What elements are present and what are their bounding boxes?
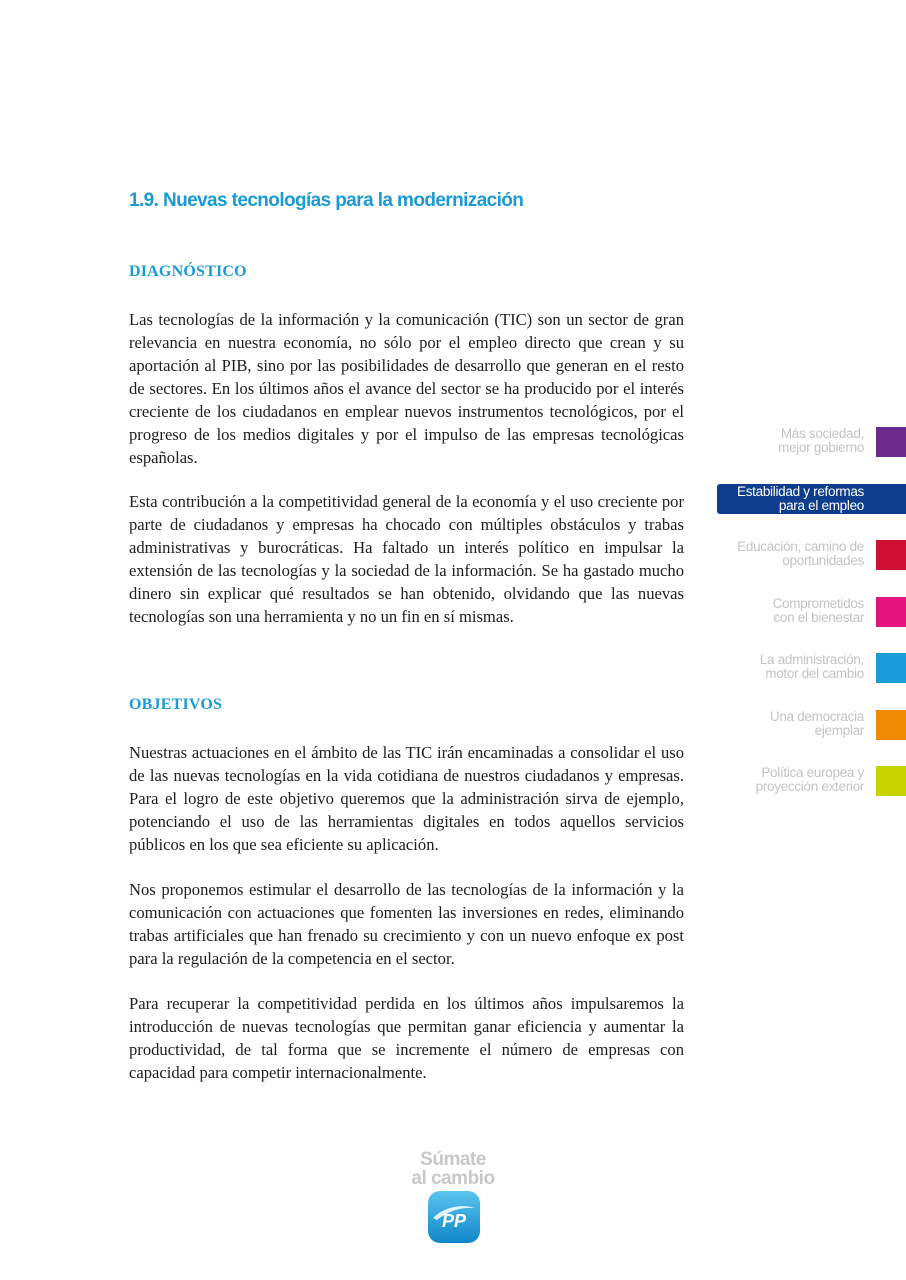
- sidebar-color-swatch: [876, 427, 906, 457]
- diagnostico-paragraph-1: Las tecnologías de la información y la comunicación (TIC) son un sector de gran relevancia en nuestra economía, no sólo por el empleo directo que crean y su aportación al PIB, sino por las posibilidades de desarrollo que generan en el resto de sectores. En los últimos años el avance del sector se ha producido por el interés creciente de los ciudadanos en emplear nuevos instrumentos tecnológicos, por el progreso de los medios digitales y por el impulso de las empresas tecnológicas españolas.: [129, 310, 684, 467]
- diagnostico-paragraph-2: Esta contribución a la competitividad general de la economía y el uso creciente por parte de ciudadanos y empresas ha chocado con múltiples obstáculos y trabas administrativas y burocráticas. Ha faltado un interés político en impulsar la extensión de las tecnologías y la sociedad de la información. Se ha gastado mucho dinero sin explicar qué resultados se han obtenido, olvidando que las nuevas tecnologías son una herramienta y no un fin en sí mismas.: [129, 492, 684, 626]
- sidebar-color-swatch: [876, 710, 906, 740]
- section-title: 1.9. Nuevas tecnologías para la modernización: [129, 190, 524, 211]
- sidebar-color-swatch: [876, 540, 906, 570]
- sidebar-color-swatch: [876, 653, 906, 683]
- sidebar-color-swatch: [876, 766, 906, 796]
- sidebar-item-label: Más sociedad, mejor gobierno: [778, 426, 864, 455]
- sidebar-item-label: Educación, camino de oportunidades: [737, 539, 864, 568]
- sidebar-item-label: Comprometidos con el bienestar: [772, 596, 864, 625]
- sidebar-item-administracion[interactable]: [700, 653, 906, 685]
- objetivos-paragraph-1: Nuestras actuaciones en el ámbito de las TIC irán encaminadas a consolidar el uso de las nuevas tecnologías en la vida cotidiana de nuestros ciudadanos y empresas. Para el logro de este objetivo queremos que la administración sirva de ejemplo, potenciando el uso de las herramientas digitales en todos aquellos servicios públicos en los que sea eficiente su aplicación.: [129, 743, 684, 854]
- pp-logo-text: PP: [441, 1211, 467, 1231]
- diagnostico-heading: DIAGNÓSTICO: [129, 263, 247, 280]
- sidebar-color-swatch: [876, 597, 906, 627]
- objetivos-paragraph-2: Nos proponemos estimular el desarrollo de las tecnologías de la información y la comunicación con actuaciones que fomenten las inversiones en redes, eliminando trabas artificiales que han frenado su crecimiento y con un nuevo enfoque ex post para la regulación de la competencia en el sector.: [129, 880, 684, 968]
- footer-slogan: Súmate al cambio: [411, 1149, 495, 1189]
- sidebar-item-mas-sociedad[interactable]: [700, 427, 906, 459]
- sidebar-item-label: La administración, motor del cambio: [759, 652, 864, 681]
- sidebar-item-label: Política europea y proyección exterior: [755, 765, 864, 794]
- pp-logo-icon: [427, 1190, 481, 1244]
- sidebar-item-label: Estabilidad y reformas para el empleo: [737, 484, 864, 513]
- objetivos-heading: OBJETIVOS: [129, 696, 223, 713]
- objetivos-paragraph-3: Para recuperar la competitividad perdida en los últimos años impulsaremos la introducción de nuevas tecnologías que permitan ganar eficiencia y aumentar la productividad, de tal forma que se incremente el número de empresas con capacidad para competir internacionalmente.: [129, 994, 684, 1082]
- sidebar-item-educacion[interactable]: [700, 540, 906, 572]
- sidebar-item-democracia[interactable]: [700, 710, 906, 742]
- sidebar-item-comprometidos[interactable]: [700, 597, 906, 629]
- sidebar-item-politica-europea[interactable]: [700, 766, 906, 798]
- sidebar-item-estabilidad[interactable]: [700, 484, 906, 516]
- sidebar-item-label: Una democracia ejemplar: [769, 709, 864, 738]
